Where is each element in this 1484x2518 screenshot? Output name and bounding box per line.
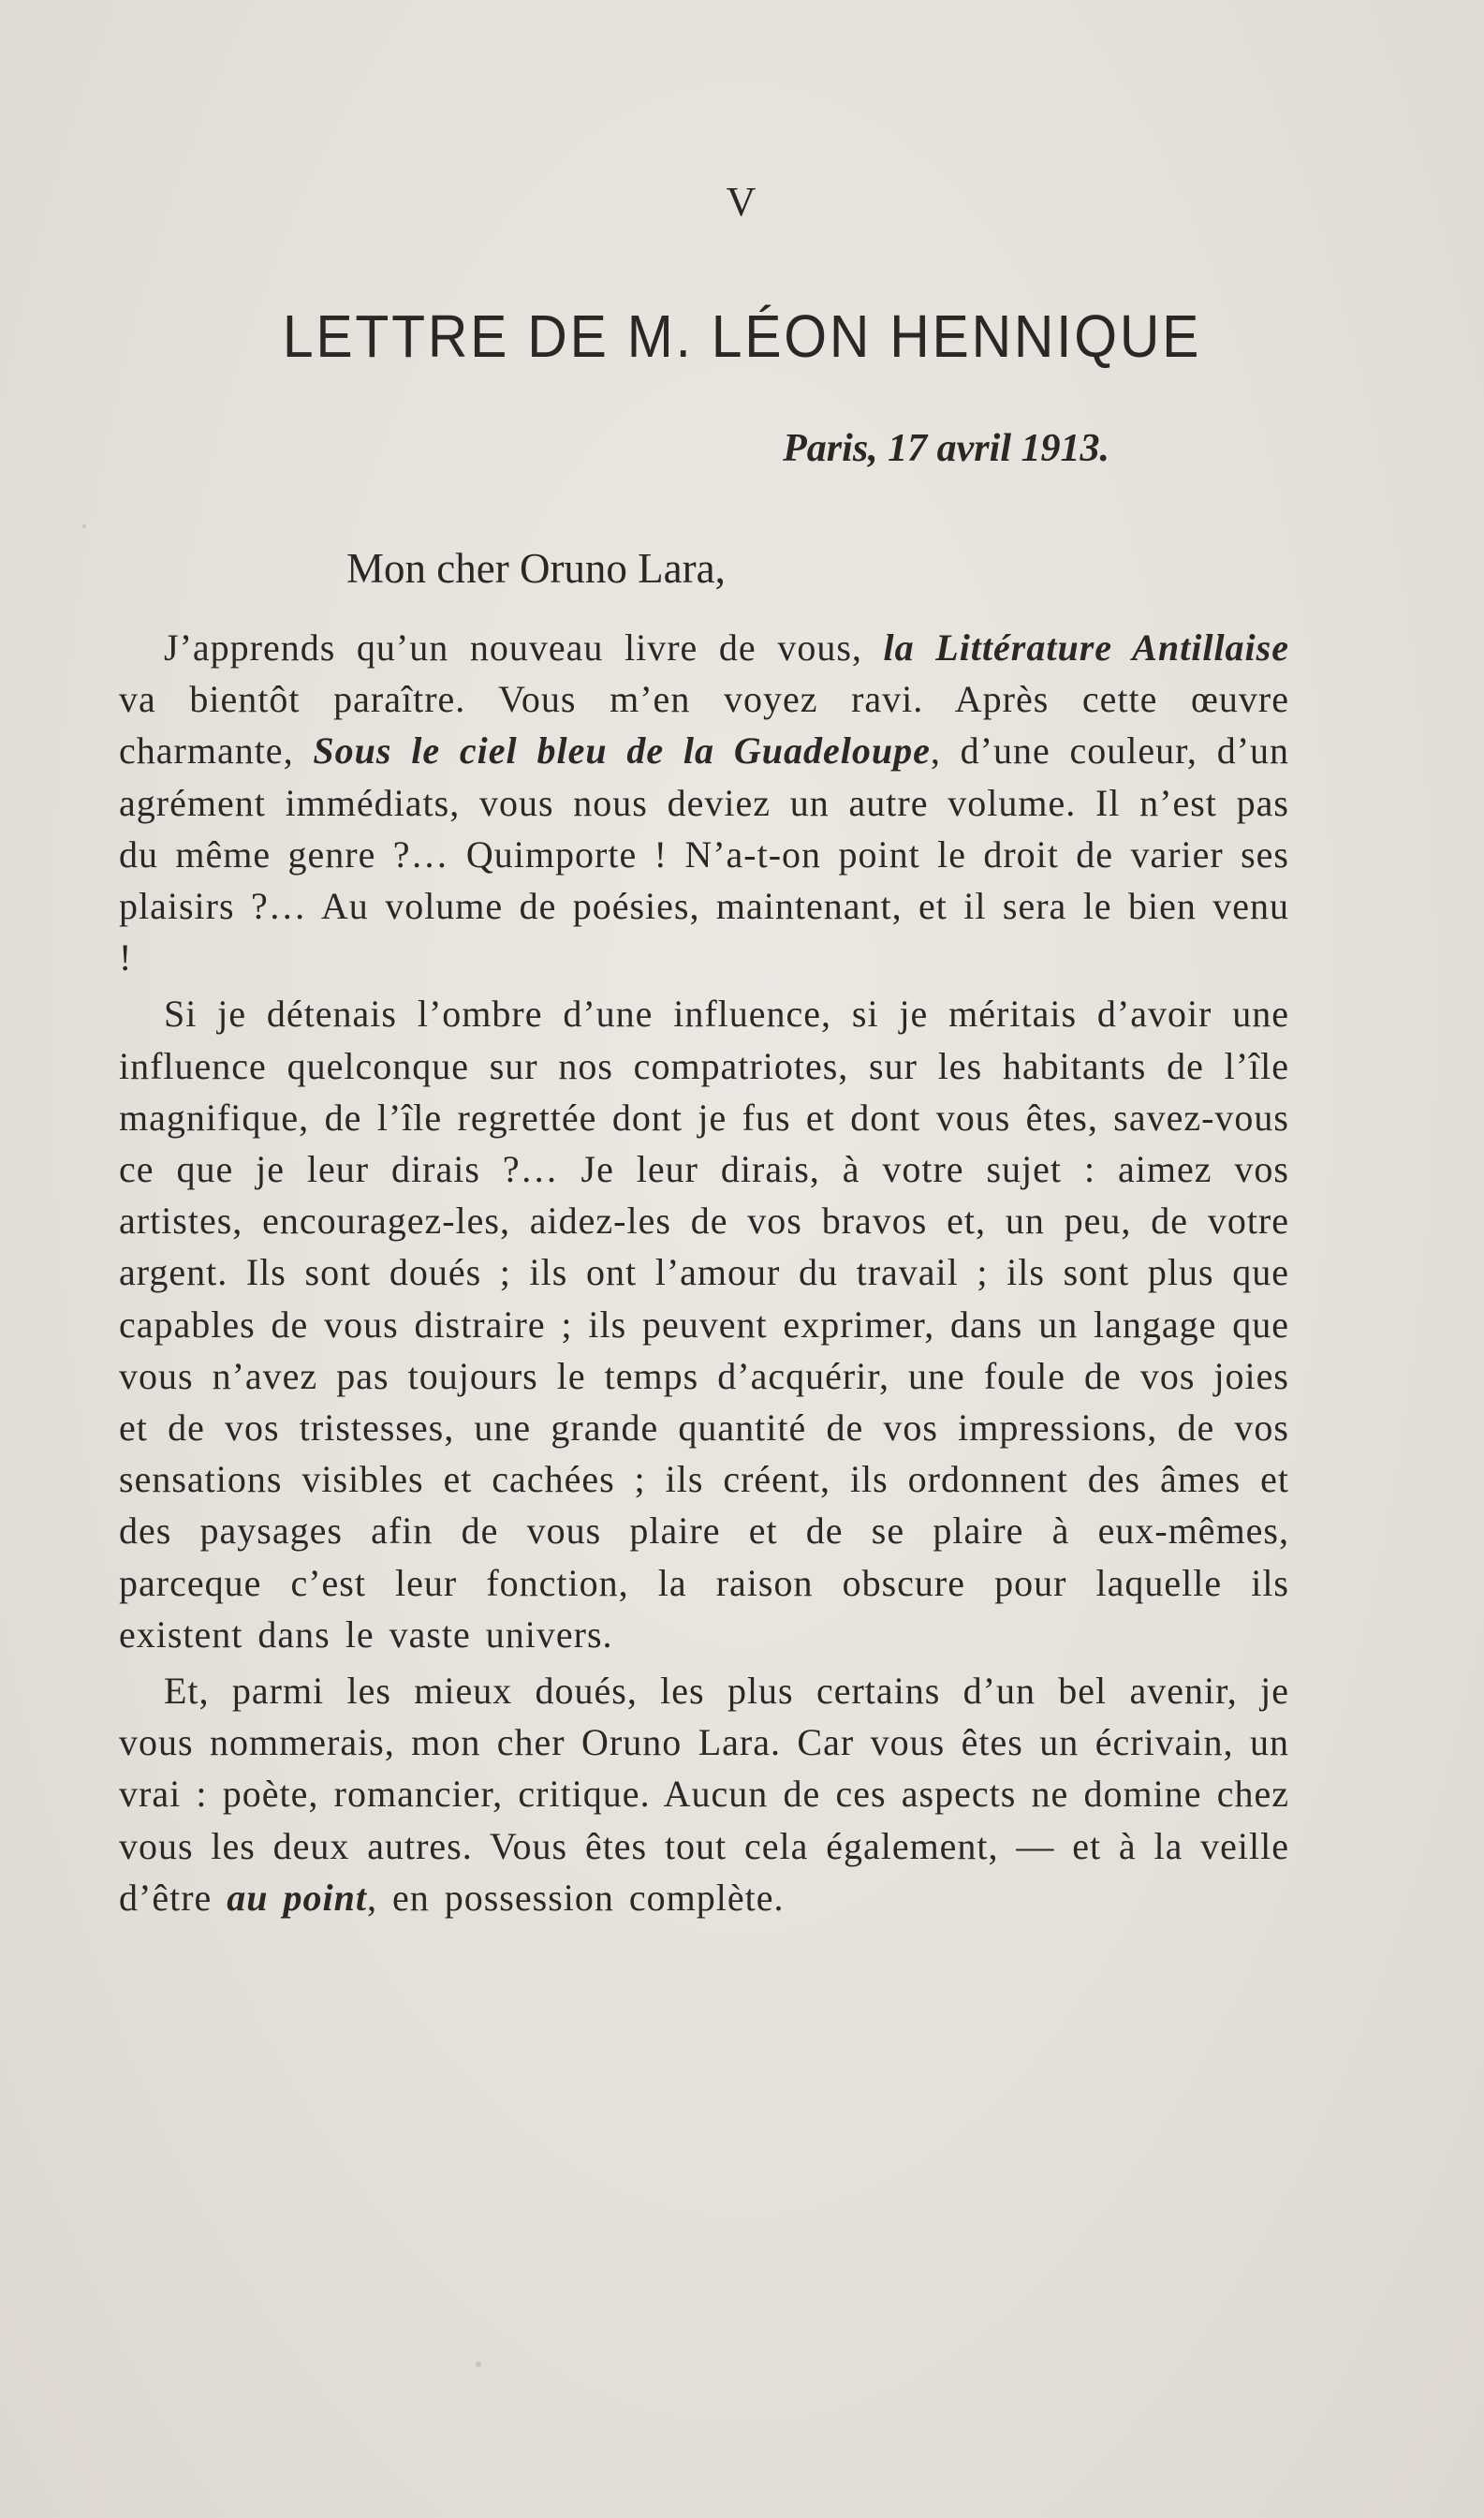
paragraph-3-text-a: Et, parmi les mieux doués, les plus certains d’un bel avenir, je vous nommerais, mon cher Oruno Lara. Car vous êtes un écrivain, un vrai : poète, romancier, critique. Aucun de ces aspects ne domine chez vous les deux autres. Vous êtes tout cela également, — et à la veille d’être	[119, 1670, 1289, 1919]
paragraph-1	[119, 622, 1289, 983]
chapter-number: V	[726, 179, 758, 225]
paragraph-3-text-b: , en possession complète.	[366, 1876, 785, 1919]
italic-au-point: au point	[227, 1876, 367, 1919]
dateline: Paris, 17 avril 1913.	[783, 427, 1109, 470]
paragraph-1-text-a: J’apprends qu’un nouveau livre de vous,	[164, 626, 884, 669]
book-title-sous-le-ciel-bleu: Sous le ciel bleu de la Guadeloupe	[313, 729, 931, 773]
paragraph-2: Si je détenais l’ombre d’une influence, si je méritais d’avoir une influence quelconque sur nos compatriotes, sur les habitants de l’île magnifique, de l’île regrettée dont je fus et dont vous êtes, savez-vous ce que je leur dirais ?… Je leur dirais, à votre sujet : aimez vos artistes, encouragez-les, aidez-les de vos bravos et, un peu, de votre argent. Ils sont doués ; ils ont l’amour du travail ; ils sont plus que capables de vous distraire ; ils peuvent exprimer, dans un langage que vous n’avez pas toujours le temps d’acquérir, une foule de vos joies et de vos tristesses, une grande quantité de vos impressions, de vos sensations visibles et cachées ; ils créent, ils ordonnent des âmes et des paysages afin de vous plaire et de se plaire à eux-mêmes, parceque c’est leur fonction, la raison obscure pour laquelle ils existent dans le vaste univers.	[119, 993, 1289, 1656]
paper-speck	[82, 524, 86, 528]
paragraph-1-text-b: va bientôt paraître. Vous m’en voyez ravi. Après cette œuvre charmante,	[119, 678, 1289, 773]
book-title-litterature-antillaise: la Littérature Antillaise	[883, 626, 1289, 669]
letter-title: LETTRE DE M. LÉON HENNIQUE	[282, 302, 1202, 370]
paper-speck	[476, 2362, 481, 2367]
paragraph-1-text-c: , d’une couleur, d’un agrément immédiats, vous nous deviez un autre volume. Il n’est pas du même genre ?… Quimporte ! N’a-t-on point le droit de varier ses plaisirs ?… Au volume de poésies, maintenant, et il sera le bien venu !	[119, 729, 1290, 979]
salutation: Mon cher Oruno Lara,	[346, 545, 726, 592]
paragraph-3	[119, 1665, 1289, 1923]
paper-speck	[1133, 1025, 1137, 1029]
letter-body	[119, 622, 1289, 1928]
